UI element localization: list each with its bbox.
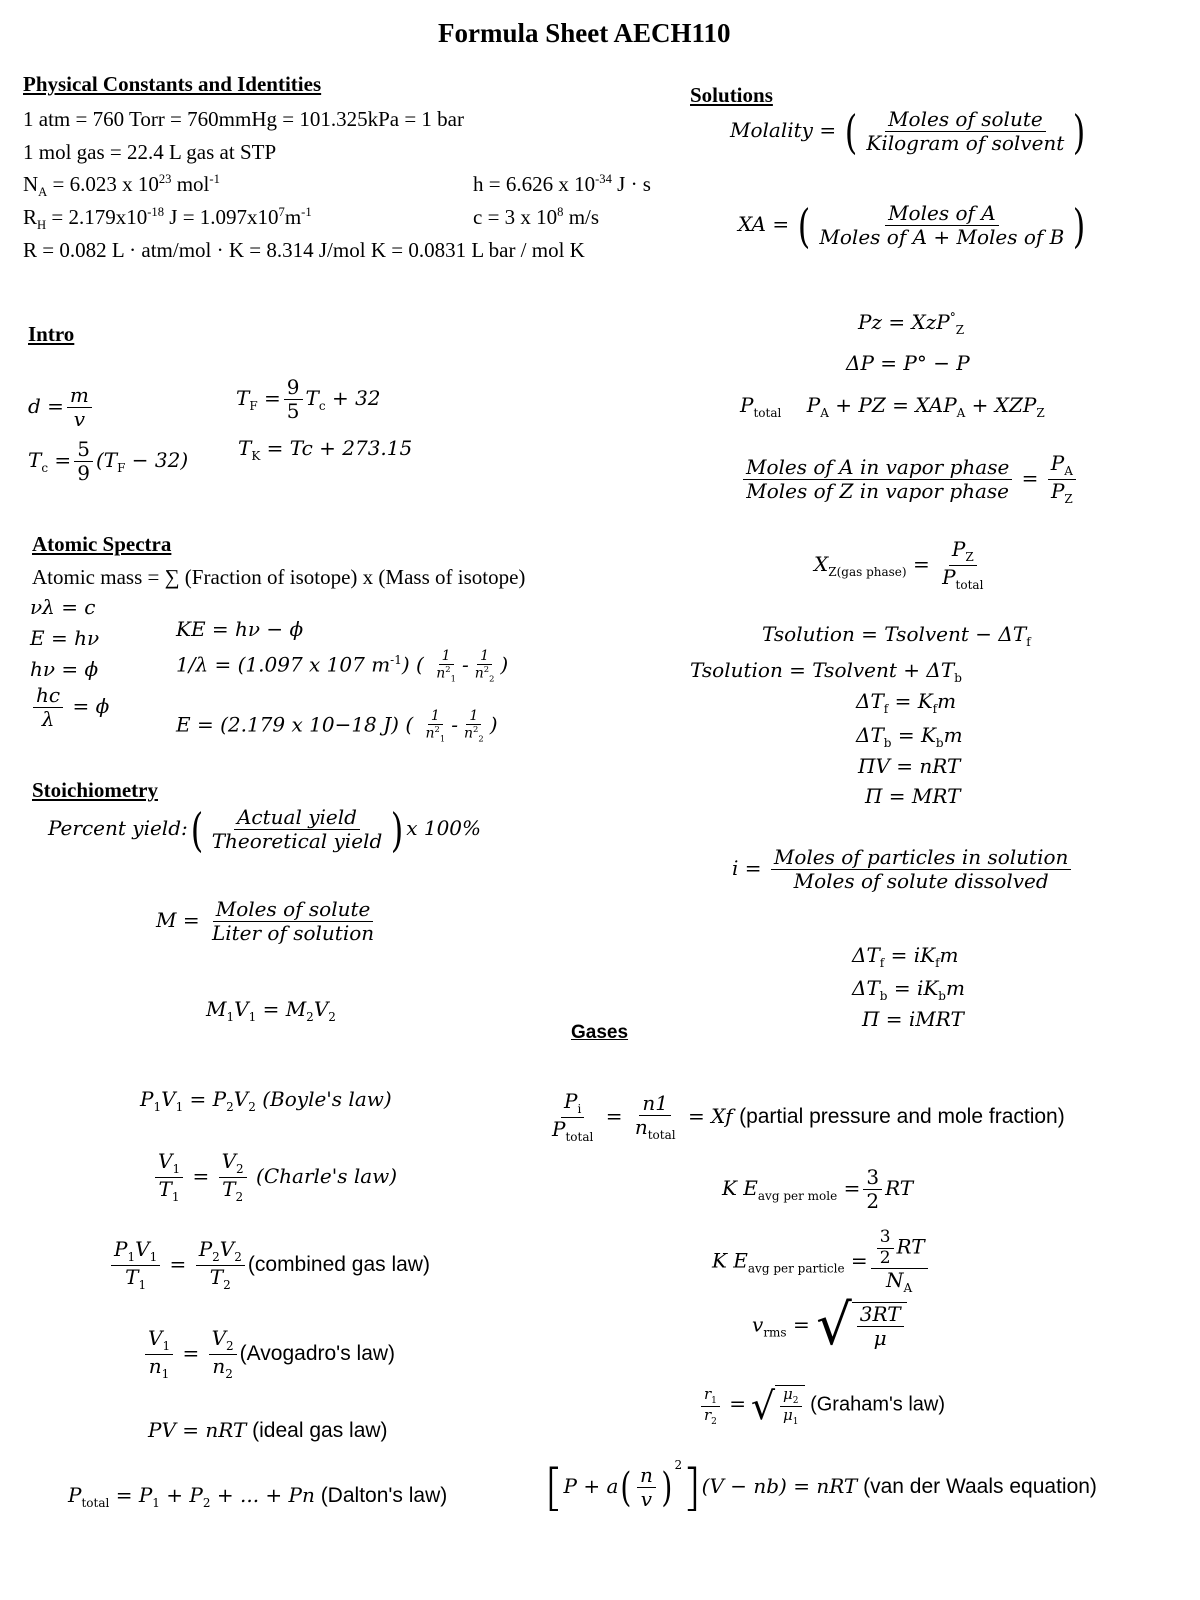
page-title: Formula Sheet AECH110 [438,18,731,48]
formula-level-energy: E = (2.179 x 10−18 J) ( $\frac{1}{n^2_1}$ - $\frac{1}{n^2_2}$ ) [176,708,498,744]
formula-graham: $\frac{r_1}{r_2}$ = √ $\frac{\mu_2}{\mu_1}$ (Graham's law) [698,1385,945,1428]
constant-rydberg: $R_H = 2.179x10^{-18}$ $J = 1.097x10^7m^{-1}$ [23,205,312,233]
formula-hc-lambda: $\frac{hc}{\lambda}$ = ϕ [30,684,109,731]
heading-solutions: Solutions [690,83,773,107]
formula-molarity: M = $\frac{\text{Moles of solute}}{\text{Liter of solution}}$ [156,897,375,945]
constant-light-speed: c = 3 x $10^8$ m/s [473,205,600,229]
constant-avogadro: $N_A = 6.023$ x $10^{23}$ mol$^{-1}$ [23,172,220,200]
formula-mole-fraction: XA = ( $\frac{\text{Moles of A}}{\text{Moles of A + Moles of B}}$ ) [738,198,1086,253]
formula-gas-phase-fraction: $X_{Z(gas phase)}$ = $\frac{P_Z}{P_{total}}$ [814,537,984,592]
formula-freezing-ionic: $\Delta T_f = iK_fm$ [852,943,959,970]
constant-atm: 1 atm = 760 Torr = 760mmHg = 101.325kPa = 1 bar [23,107,464,131]
formula-kinetic-energy: KE = hν − ϕ [176,617,304,641]
formula-freezing-solution: Tsolution = Tsolvent − $\Delta T_f$ [762,622,1031,649]
formula-van-der-waals: [P + a( $\frac{n}{v}$ ) $^2$](V − nb) = nRT (van der Waals equation) [544,1458,1097,1517]
formula-osmotic-pressure: Π = MRT [865,784,961,808]
heading-physical-constants: Physical Constants and Identities [23,72,322,96]
formula-boyle: $P_1V_1 = P_2V_2$ (Boyle's law) [140,1087,392,1114]
formula-vapor-lowering: ΔP = P° − P [846,351,970,375]
formula-kelvin: $T_K = Tc + 273.15$ [238,436,413,463]
formula-ke-per-mole: K $E_{avg per mole}$ = $\frac{3}{2}$ RT [722,1165,914,1213]
formula-charles: $\frac{V_1}{T_1}$ = $\frac{V_2}{T_2}$ (Charle's law) [152,1150,397,1205]
formula-atomic-mass: Atomic mass = ∑ (Fraction of isotope) x (Mass of isotope) [32,565,526,589]
heading-stoichiometry: Stoichiometry [32,778,158,802]
constant-planck: h = 6.626 x $10^{-34}$ J · s [473,172,651,196]
formula-osmotic-pv: ΠV = nRT [858,754,961,778]
formula-combined-gas: $\frac{P_1V_1}{T_1}$ = $\frac{P_2V_2}{T_2}$ (combined gas law) [108,1238,430,1293]
formula-rms-speed: $v_{rms}$ = √ $\frac{3RT}{\mu}$ [752,1298,907,1354]
heading-gases: Gases [571,1022,629,1043]
formula-celsius: $T_c$ = $\frac{5}{9}$ $(T_F - 32)$ [28,437,189,485]
formula-vapor-ratio: $\frac{\text{Moles of A in vapor phase}}{\text{Moles of Z in vapor phase}}$ = $\frac{P_A}{P_Z}$ [740,452,1079,507]
formula-ideal-gas: PV = nRT (ideal gas law) [148,1418,388,1442]
formula-avogadro: $\frac{V_1}{n_1}$ = $\frac{V_2}{n_2}$ (Avogadro's law) [142,1327,395,1382]
formula-percent-yield: Percent yield:( $\frac{\text{Actual yield}}{\text{Theoretical yield}}$ ) x 100% [48,802,482,857]
formula-vant-hoff: i = $\frac{\text{Moles of particles in solution}}{\text{Moles of solute dissolved}}$ [732,846,1074,893]
formula-rydberg: 1/λ = (1.097 x 107 $m^{-1}$) ( $\frac{1}{n^2_1}$ - $\frac{1}{n^2_2}$ ) [176,648,509,684]
formula-total-pressure: $P_{total}$ $P_A$ + PZ = $XAP_A + XZP_Z$ [740,393,1045,420]
heading-intro: Intro [28,322,75,346]
constant-mol-gas: 1 mol gas = 22.4 L gas at STP [23,140,277,164]
formula-boiling-solution: Tsolution = Tsolvent + $\Delta T_b$ [690,658,962,685]
formula-photon-energy: E = hν [30,626,100,650]
formula-fahrenheit: $T_F$ = $\frac{9}{5}$ $T_c + 32$ [236,375,381,423]
formula-boiling-elevation: $\Delta T_b = K_bm$ [856,723,963,750]
formula-boiling-ionic: $\Delta T_b = iK_bm$ [852,976,965,1003]
formula-density: d = $\frac{m}{v}$ [28,384,95,431]
formula-wave: νλ = c [30,595,96,619]
formula-freezing-depression: $\Delta T_f = K_fm$ [856,689,957,716]
heading-atomic-spectra: Atomic Spectra [32,532,172,556]
formula-dalton: $P_{total} = P_1 + P_2$ + ... + Pn (Dalton's law) [68,1483,448,1510]
formula-threshold: hν = ϕ [30,657,99,681]
formula-osmotic-ionic: Π = iMRT [862,1007,964,1031]
formula-raoult: Pz = XzP°$_Z$ [858,310,965,337]
formula-molality: Molality = ( $\frac{\text{Moles of solute}}{\text{Kilogram of solvent}}$ ) [730,104,1086,159]
formula-dilution: $M_1V_1 = M_2V_2$ [206,997,336,1024]
formula-partial-pressure: $\frac{P_i}{P_{total}}$ = $\frac{n1}{n_{total}}$ = Xf (partial pressure and mole fraction) [552,1089,1065,1144]
constant-gas-constant: R = 0.082 L · atm/mol · K = 8.314 J/mol K = 0.0831 L bar / mol K [23,238,585,262]
formula-ke-per-particle: K $E_{avg per particle}$ = $\frac{3}{2}$ RT $N_A$ [712,1228,931,1296]
